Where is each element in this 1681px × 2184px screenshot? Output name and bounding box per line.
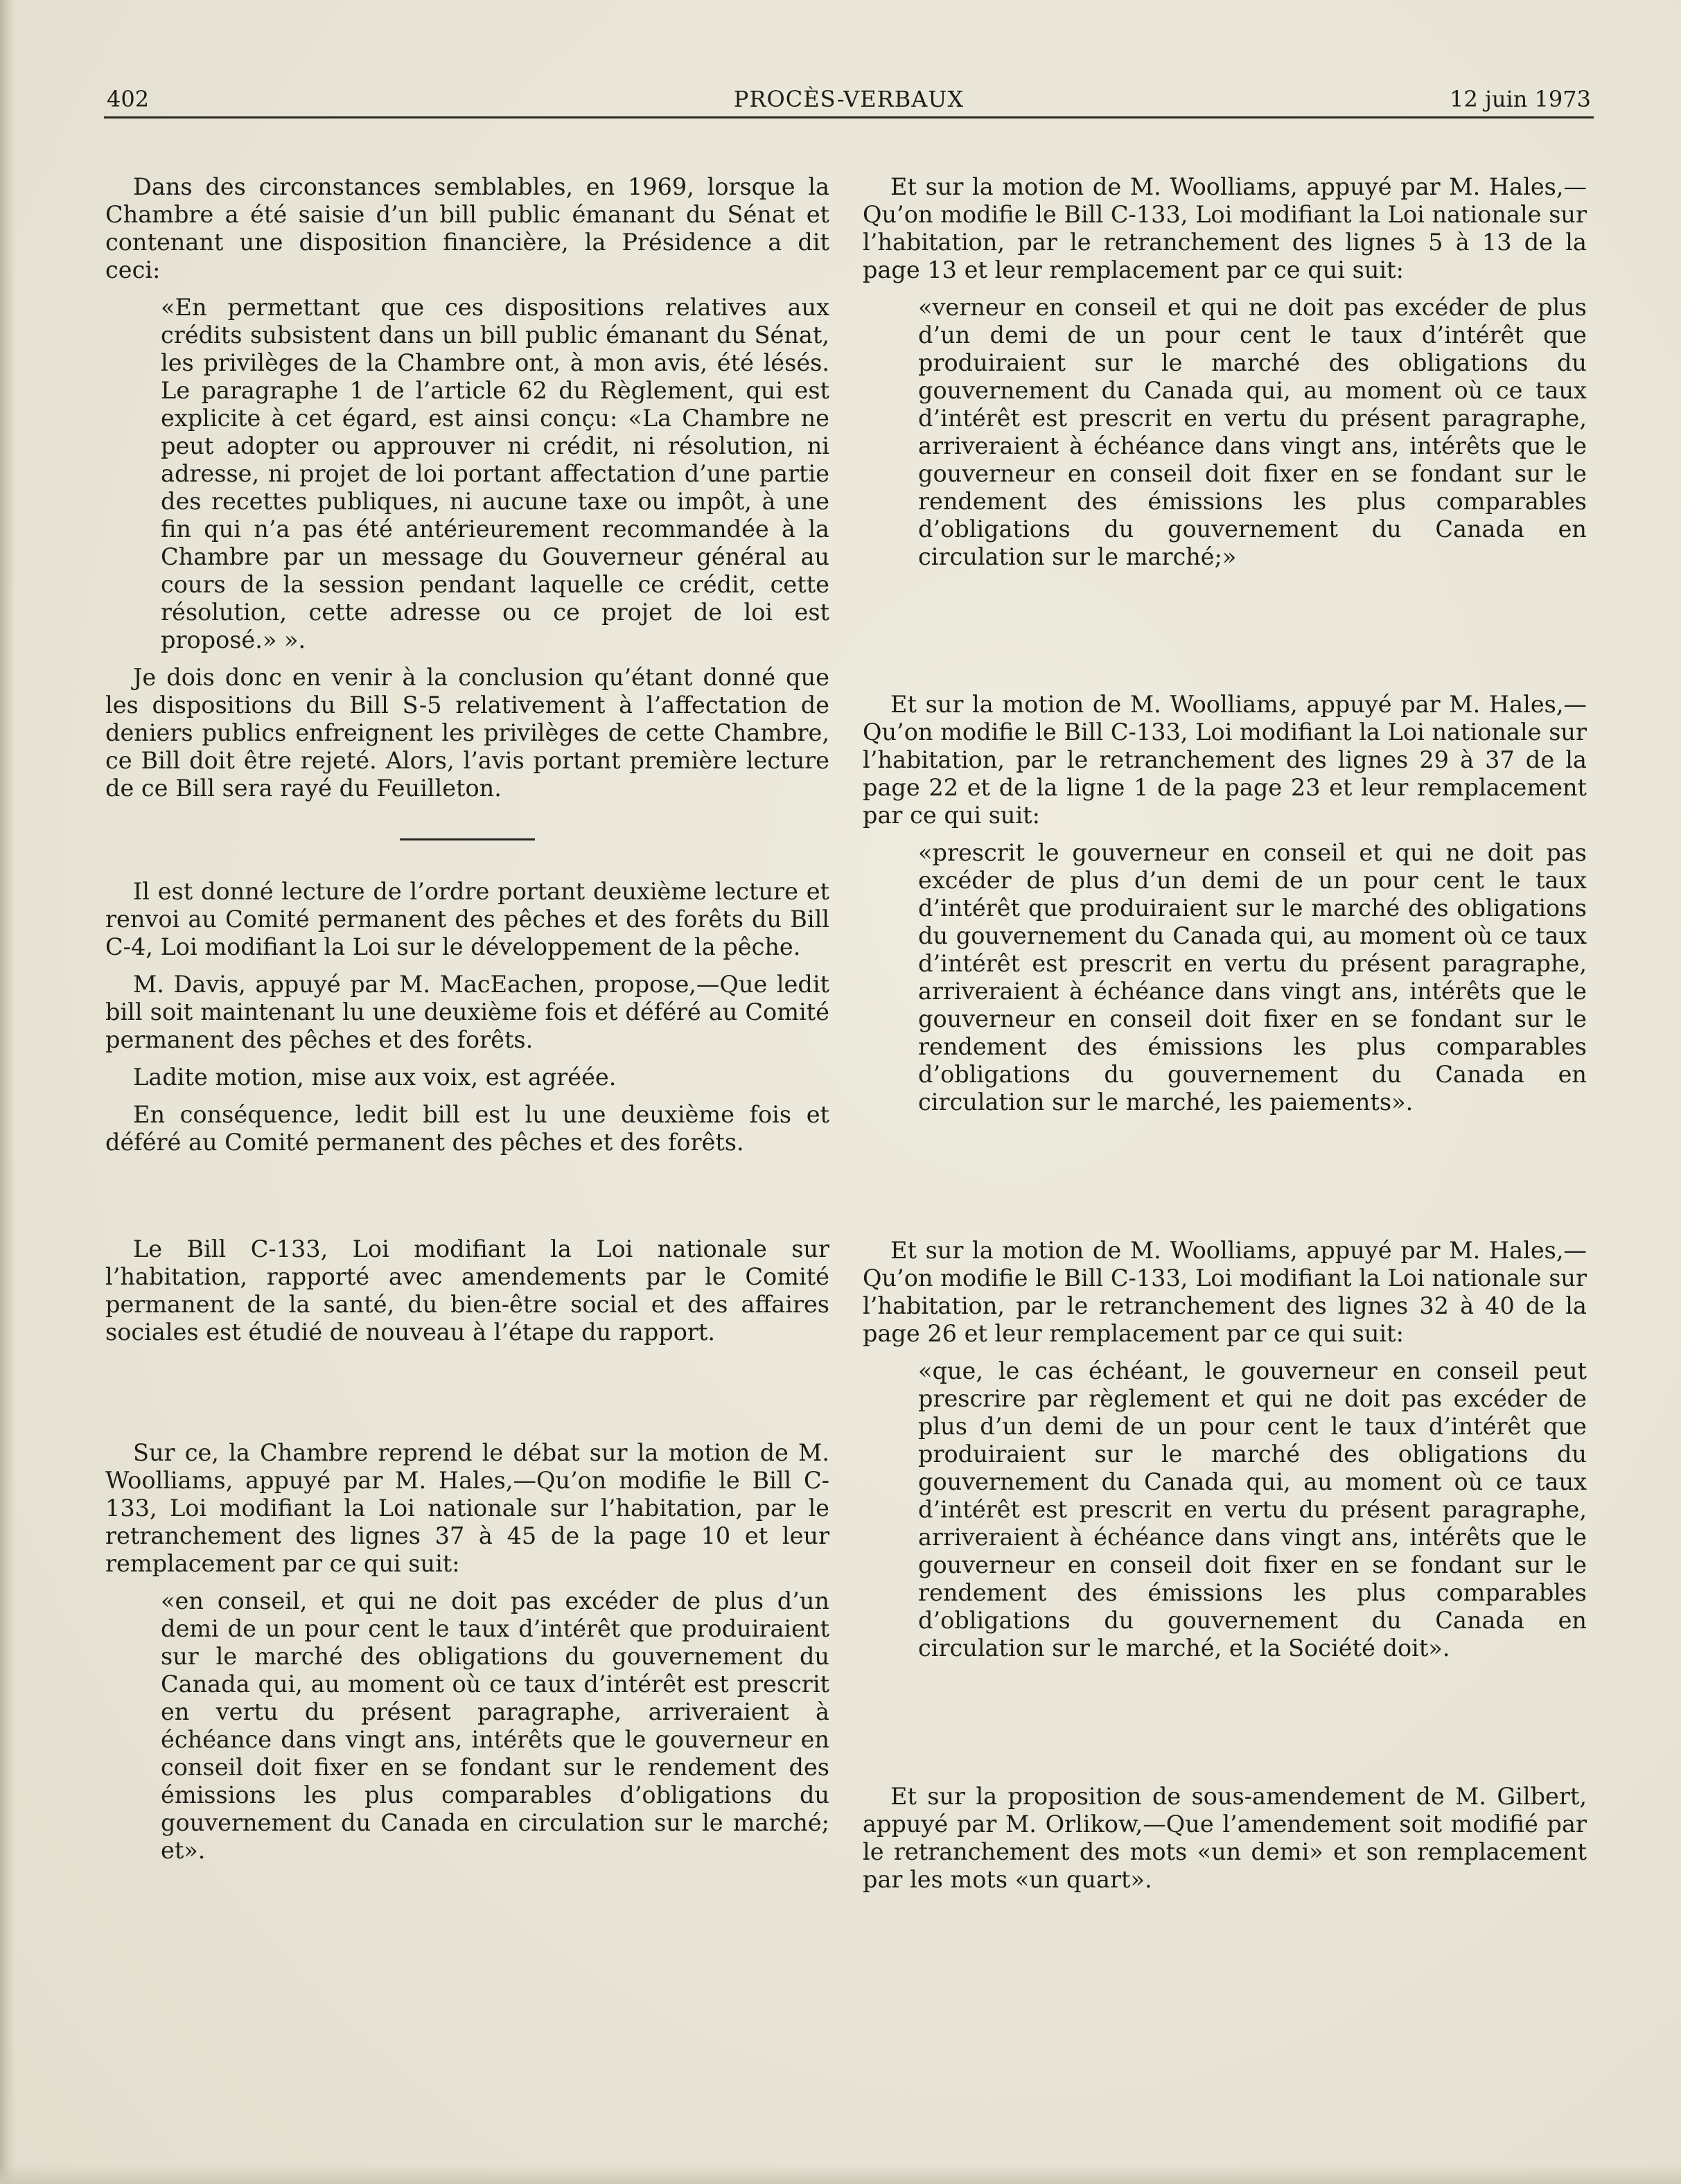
paragraph-motion-agreed: Ladite motion, mise aux voix, est agréée.: [133, 1064, 617, 1091]
quote-amendment-page-10: «en conseil, et qui ne doit pas excéder de plus d’un demi de un pour cent le taux d’intérêt que produiraient sur le marché des obligations du gouvernement du Canada qui, au moment où ce taux d’intérêt est prescrit en vertu du présent paragraphe, arriveraient à échéance dans vingt ans, intérêts que le gouverneur en conseil doit fixer en se fondant sur le rendement des émissions les plus comparables d’obligations du gouvernement du Canada en circulation sur le marché; et».: [161, 1587, 829, 1864]
paragraph-bill-c133-report: Le Bill C-133, Loi modifiant la Loi nationale sur l’habitation, rapporté avec amendements par le Comité permanent de la santé, du bien-être social et des affaires sociales est étudié de nouveau à l’étape du rapport.: [105, 1235, 829, 1346]
paragraph-davis-motion: M. Davis, appuyé par M. MacEachen, propose,—Que ledit bill soit maintenant lu une deuxième fois et déféré au Comité permanent des pêches et des forêts.: [105, 971, 829, 1053]
paragraph-second-reading: En conséquence, ledit bill est lu une deuxième fois et déféré au Comité permanent des pêches et des forêts.: [105, 1101, 829, 1156]
book-spine-shadow: [0, 0, 15, 2184]
left-column: [105, 173, 829, 1865]
paragraph-ruling-conclusion: Je dois donc en venir à la conclusion qu’étant donné que les dispositions du Bill S-5 relativement à l’affectation de deniers publics enfreignent les privilèges de cette Chambre, ce Bill doit être rejeté. Alors, l’avis portant première lecture de ce Bill sera rayé du Feuilleton.: [105, 664, 829, 802]
running-title: PROCÈS-VERBAUX: [733, 86, 965, 112]
page-number: 402: [107, 86, 150, 112]
paragraph-motion-page-26: Et sur la motion de M. Woolliams, appuyé par M. Hales,—Qu’on modifie le Bill C-133, Loi modifiant la Loi nationale sur l’habitation, par le retranchement des lignes 32 à 40 de la page 26 et leur remplacement par ce qui suit:: [863, 1237, 1587, 1347]
paragraph-gilbert-subamendment: Et sur la proposition de sous-amendement de M. Gilbert, appuyé par M. Orlikow,—Que l’amendement soit modifié par le retranchement des mots «un demi» et son remplacement par les mots «un quart».: [863, 1783, 1587, 1893]
paragraph-woolliams-debate: Sur ce, la Chambre reprend le débat sur la motion de M. Woolliams, appuyé par M. Hales,—Qu’on modifie le Bill C-133, Loi modifiant la Loi nationale sur l’habitation, par le retranchement des lignes 37 à 45 de la page 10 et leur remplacement par ce qui suit:: [105, 1439, 829, 1577]
paragraph-motion-page-13: Et sur la motion de M. Woolliams, appuyé par M. Hales,—Qu’on modifie le Bill C-133, Loi modifiant la Loi nationale sur l’habitation, par le retranchement des lignes 5 à 13 de la page 13 et leur remplacement par ce qui suit:: [863, 173, 1587, 283]
page-header: [104, 82, 1594, 118]
quote-amendment-page-22: «prescrit le gouverneur en conseil et qui ne doit pas excéder de plus d’un demi de un pour cent le taux d’intérêt que produiraient sur le marché des obligations du gouvernement du Canada qui, au moment où ce taux d’intérêt est prescrit en vertu du présent paragraphe, arriveraient à échéance dans vingt ans, intérêts que le gouverneur en conseil doit fixer en se fondant sur le rendement des émissions les plus comparables d’obligations du gouvernement du Canada en circulation sur le marché, les paiements».: [918, 839, 1587, 1116]
right-column: [863, 173, 1587, 1894]
quote-speaker-ruling: «En permettant que ces dispositions relatives aux crédits subsistent dans un bill public émanant du Sénat, les privilèges de la Chambre ont, à mon avis, été lésés. Le paragraphe 1 de l’article 62 du Règlement, qui est explicite à cet égard, est ainsi conçu: «La Chambre ne peut adopter ou approuver ni crédit, ni résolution, ni adresse, ni projet de loi portant affectation d’une partie des recettes publiques, ni aucune taxe ou impôt, à une fin qui n’a pas été antérieurement recommandée à la Chambre par un message du Gouverneur général au cours de la session pendant laquelle ce crédit, cette résolution, cette adresse ou ce projet de loi est proposé.» ».: [161, 294, 829, 653]
paragraph-motion-page-22: Et sur la motion de M. Woolliams, appuyé par M. Hales,—Qu’on modifie le Bill C-133, Loi modifiant la Loi nationale sur l’habitation, par le retranchement des lignes 29 à 37 de la page 22 et de la ligne 1 de la page 23 et leur remplacement par ce qui suit:: [863, 691, 1587, 829]
quote-amendment-page-26: «que, le cas échéant, le gouverneur en conseil peut prescrire par règlement et qui ne doit pas excéder de plus d’un demi de un pour cent le taux d’intérêt que produiraient sur le marché des obligations du gouvernement du Canada qui, au moment où ce taux d’intérêt est prescrit en vertu du présent paragraphe, arriveraient à échéance dans vingt ans, intérêts que le gouverneur en conseil doit fixer en se fondant sur le rendement des émissions les plus comparables d’obligations du gouvernement du Canada en circulation sur le marché, et la Société doit».: [918, 1357, 1587, 1662]
paragraph-bill-c4-order: Il est donné lecture de l’ordre portant deuxième lecture et renvoi au Comité permanent des pêches et des forêts du Bill C-4, Loi modifiant la Loi sur le développement de la pêche.: [105, 878, 829, 960]
page-bottom-edge: [0, 2165, 1681, 2184]
header-date: 12 juin 1973: [1450, 86, 1591, 112]
quote-amendment-page-13: «verneur en conseil et qui ne doit pas excéder de plus d’un demi de un pour cent le taux d’intérêt que produiraient sur le marché des obligations du gouvernement du Canada qui, au moment où ce taux d’intérêt est prescrit en vertu du présent paragraphe, arriveraient à échéance dans vingt ans, intérêts que le gouverneur en conseil doit fixer en se fondant sur le rendement des émissions les plus comparables d’obligations du gouvernement du Canada en circulation sur le marché;»: [918, 294, 1587, 570]
paragraph-precedent-1969: Dans des circonstances semblables, en 1969, lorsque la Chambre a été saisie d’un bill public émanant du Sénat et contenant une disposition financière, la Présidence a dit ceci:: [105, 173, 829, 283]
